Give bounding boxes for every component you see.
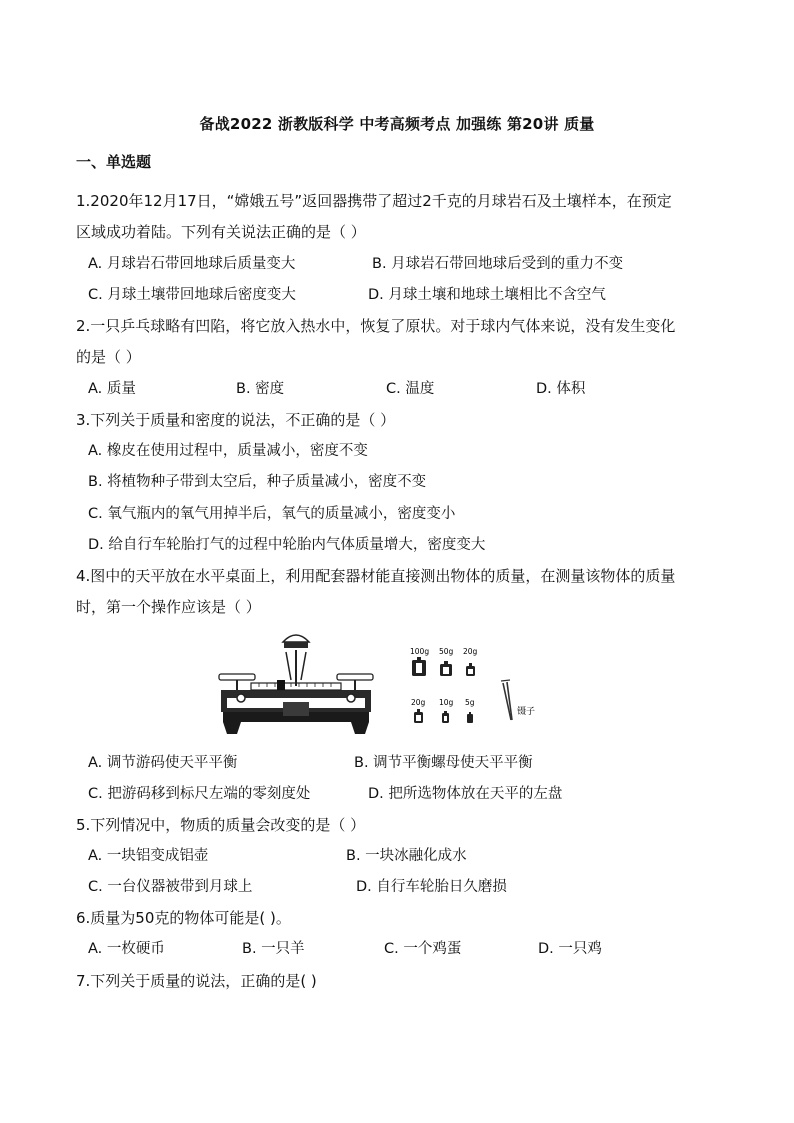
q5-option-b: B. 一块冰融化成水 [346, 848, 467, 864]
balance-scale-illustration [219, 635, 373, 734]
q6-option-a: A. 一枚硬币 [88, 941, 165, 957]
q6-option-b: B. 一只羊 [242, 941, 305, 957]
q3-option-a: A. 橡皮在使用过程中，质量减小，密度不变 [88, 443, 368, 459]
question-4-line-1: 4.图中的天平放在水平桌面上，利用配套器材能直接测出物体的质量，在测量该物体的质量 [76, 567, 676, 585]
q4-option-d: D. 把所选物体放在天平的左盘 [368, 786, 563, 802]
q4-option-b: B. 调节平衡螺母使天平平衡 [354, 755, 533, 771]
q5-option-a: A. 一块铝变成铝壶 [88, 848, 209, 864]
weight-label-10g: 10g [439, 698, 454, 707]
question-6-line-1: 6.质量为50克的物体可能是( )。 [76, 909, 291, 927]
question-7-line-1: 7.下列关于质量的说法，正确的是( ) [76, 972, 317, 990]
question-5-line-1: 5.下列情况中，物质的质量会改变的是（ ） [76, 816, 366, 834]
balance-figure [213, 628, 535, 734]
q2-option-a: A. 质量 [88, 381, 136, 397]
q4-option-a: A. 调节游码使天平平衡 [88, 755, 238, 771]
weight-label-100g: 100g [410, 647, 430, 656]
q1-option-a: A. 月球岩石带回地球后质量变大 [88, 256, 296, 272]
question-2-line-1: 2.一只乒乓球略有凹陷，将它放入热水中，恢复了原状。对于球内气体来说，没有发生变化 [76, 317, 676, 335]
q2-option-c: C. 温度 [386, 381, 435, 397]
q3-option-b: B. 将植物种子带到太空后，种子质量减小，密度不变 [88, 474, 427, 490]
weight-label-50g-top: 50g [439, 647, 454, 656]
q5-option-d: D. 自行车轮胎日久磨损 [356, 879, 507, 895]
q6-option-d: D. 一只鸡 [538, 941, 602, 957]
question-2-line-2: 的是（ ） [76, 348, 141, 366]
question-1-line-2: 区域成功着陆。下列有关说法正确的是（ ） [76, 223, 366, 241]
weight-label-20g-top: 20g [463, 647, 478, 656]
weight-label-5g: 5g [465, 698, 475, 707]
q5-option-c: C. 一台仪器被带到月球上 [88, 879, 253, 895]
tweezers-illustration [501, 680, 535, 720]
q2-option-b: B. 密度 [236, 381, 285, 397]
q3-option-c: C. 氧气瓶内的氧气用掉半后，氧气的质量减小，密度变小 [88, 506, 456, 522]
section-heading: 一、单选题 [76, 153, 152, 171]
q1-option-c: C. 月球土壤带回地球后密度变大 [88, 287, 296, 303]
q1-option-d: D. 月球土壤和地球土壤相比不含空气 [368, 287, 606, 303]
question-3-line-1: 3.下列关于质量和密度的说法，不正确的是（ ） [76, 411, 396, 429]
q3-option-d: D. 给自行车轮胎打气的过程中轮胎内气体质量增大，密度变大 [88, 537, 486, 553]
question-1-line-1: 1.2020年12月17日，“嫦娥五号”返回器携带了超过2千克的月球岩石及土壤样本，在预定 [76, 192, 672, 210]
q2-option-d: D. 体积 [536, 381, 586, 397]
tweezers-label: 镊子 [517, 707, 535, 717]
q6-option-c: C. 一个鸡蛋 [384, 941, 462, 957]
question-4-line-2: 时，第一个操作应该是（ ） [76, 598, 261, 616]
q4-option-c: C. 把游码移到标尺左端的零刻度处 [88, 786, 311, 802]
weight-label-20g-bottom: 20g [411, 698, 426, 707]
q1-option-b: B. 月球岩石带回地球后受到的重力不变 [372, 256, 624, 272]
weights-set-illustration [410, 647, 478, 723]
page-title: 备战2022 浙教版科学 中考高频考点 加强练 第20讲 质量 [199, 115, 595, 133]
